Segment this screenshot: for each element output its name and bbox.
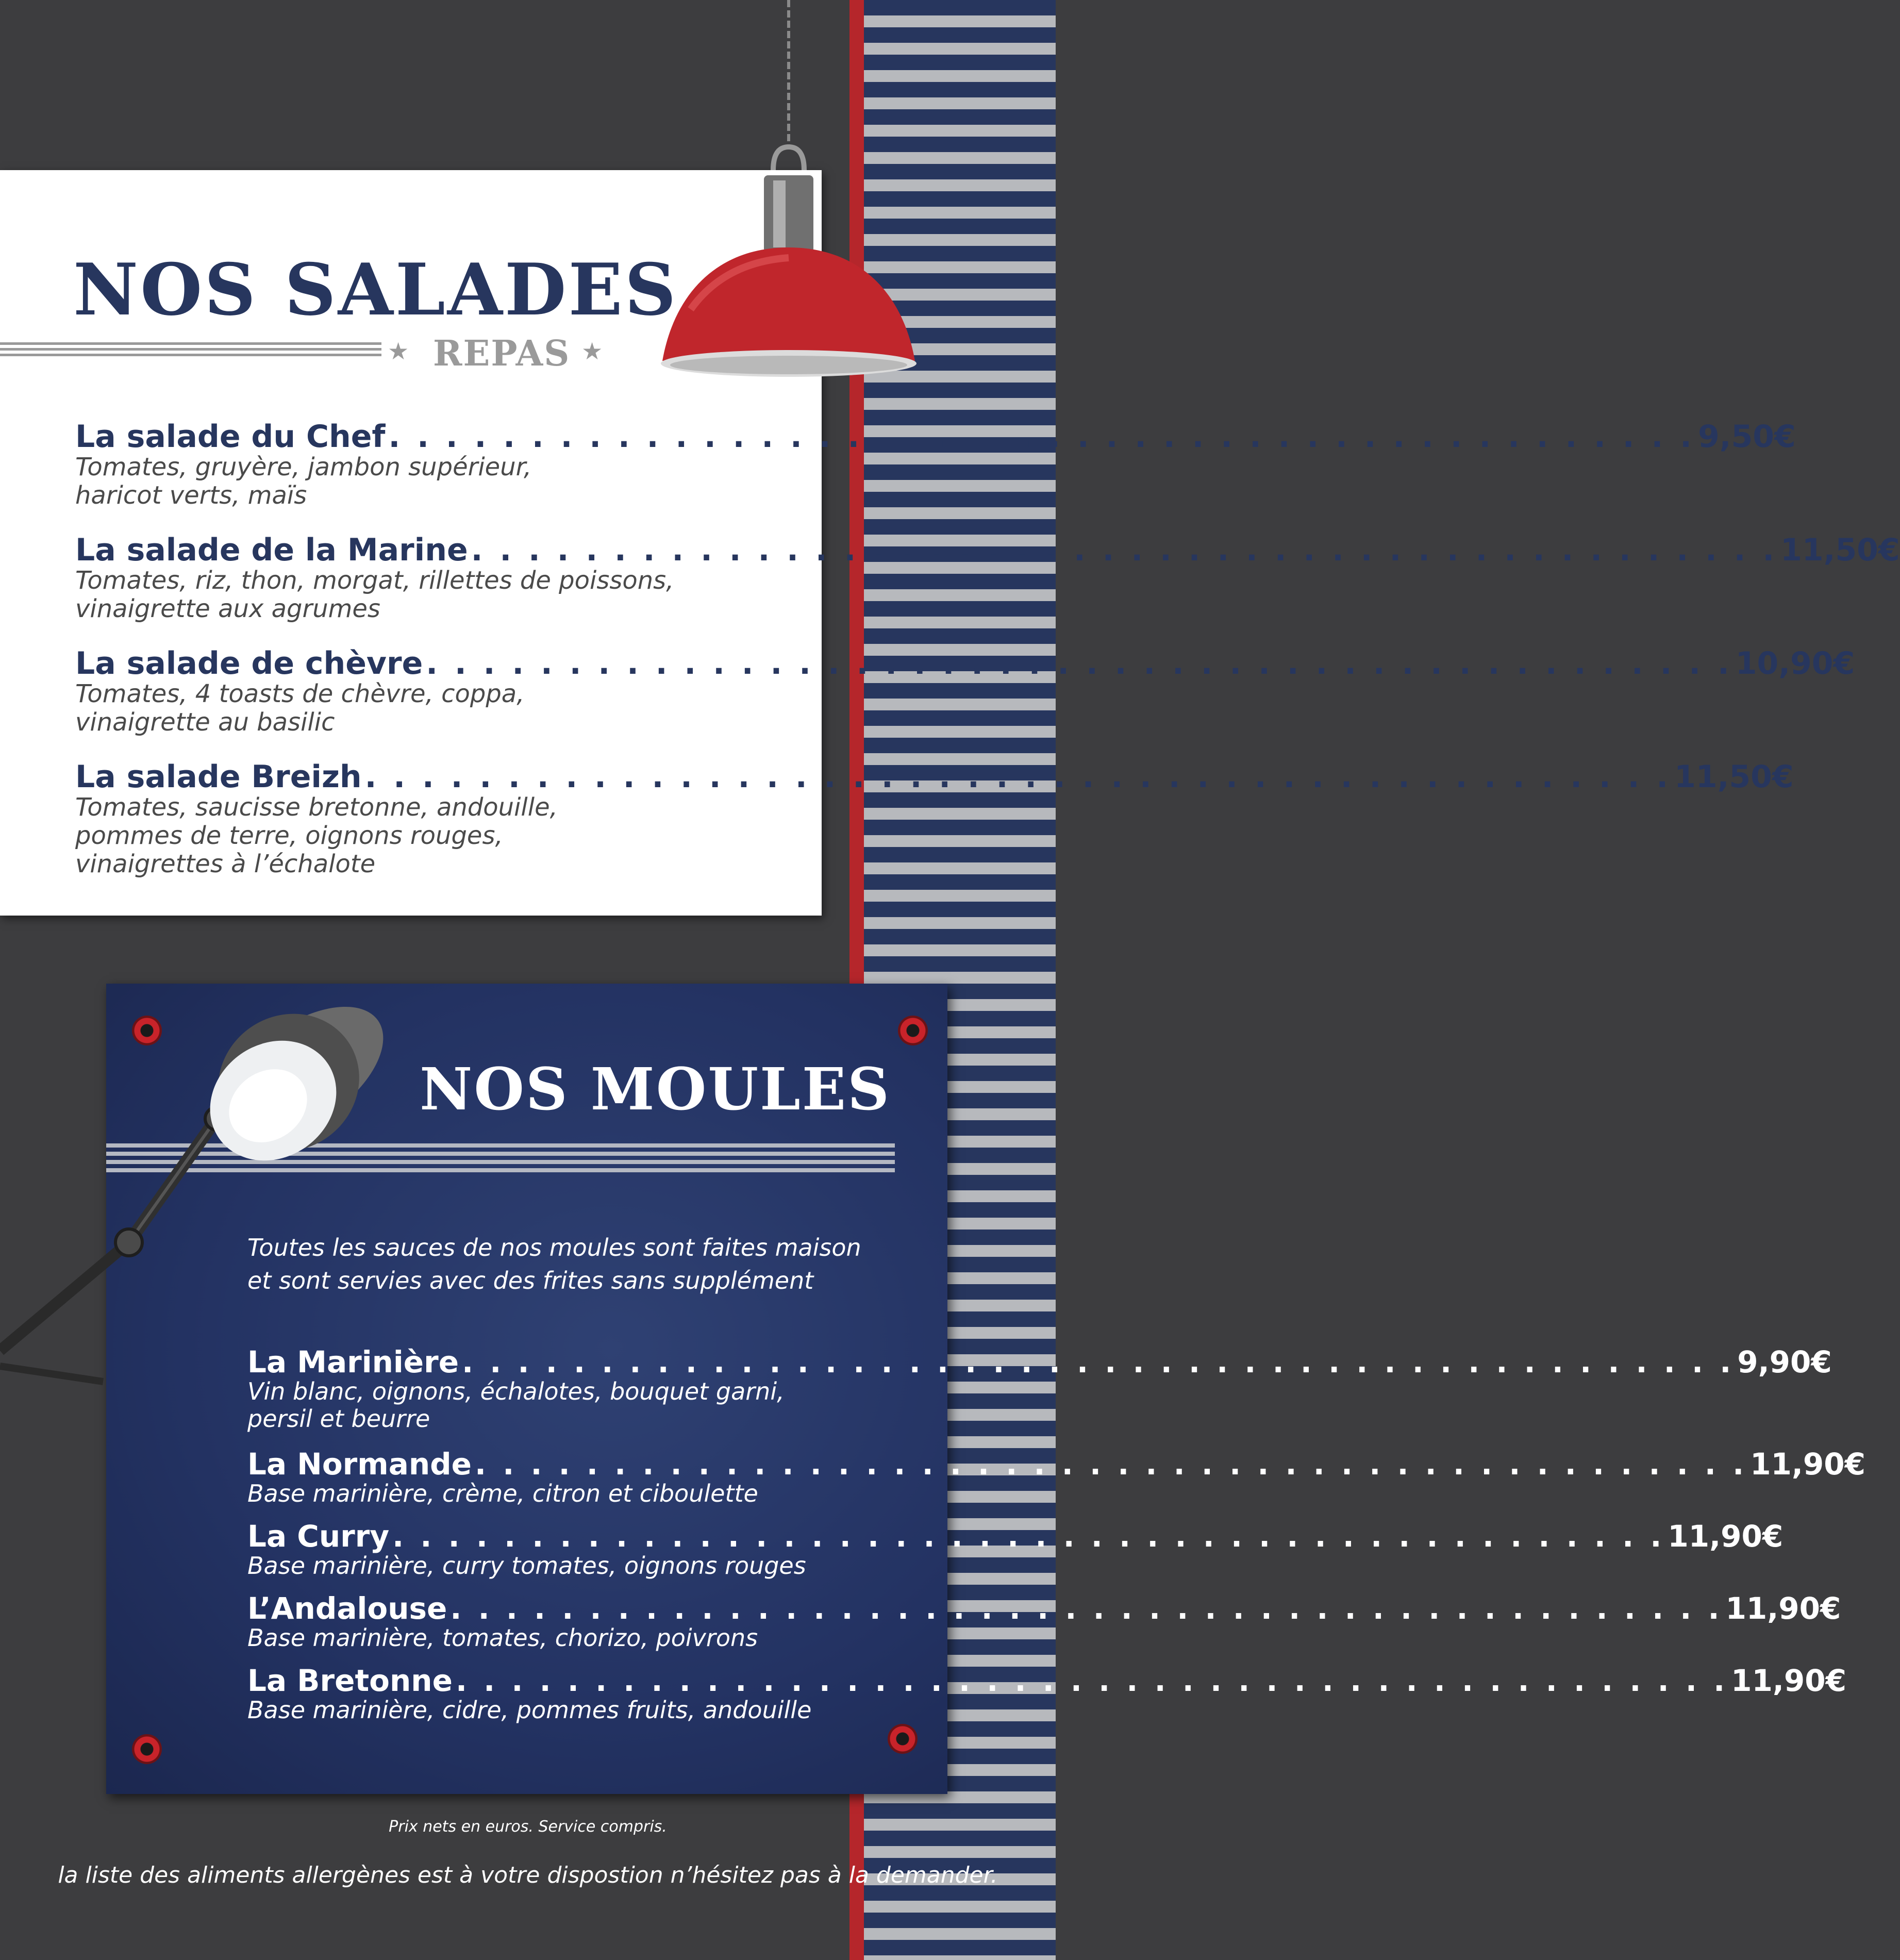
red-pendant-lamp-icon [619, 0, 959, 392]
item-price: 9,90€ [1737, 1344, 1832, 1380]
moules-intro: Toutes les sauces de nos moules sont faites maison et sont servies avec des frites sans supplément [247, 1234, 861, 1295]
leader-dots: . . . . . . . . . . . . . . . . . . . . . . . . . . . . . . . . . . . . . . . . . . . . . . [462, 1344, 1735, 1380]
moules-title: NOS MOULES [419, 1056, 891, 1123]
rivet-icon [888, 1724, 918, 1754]
item-price: 10,90€ [1735, 645, 1855, 682]
menu-item [75, 532, 1900, 624]
leader-dots: . . . . . . . . . . . . . . . . . . . . . . . . . . . . . . . . . . . . . . . . . . . . . . [426, 645, 1732, 682]
leader-dots: . . . . . . . . . . . . . . . . . . . . . . . . . . . . . . . . . . . . . . . . . . . . . . [450, 1591, 1723, 1626]
item-price: 11,90€ [1725, 1591, 1841, 1626]
leader-dots: . . . . . . . . . . . . . . . . . . . . . . . . . . . . . . . . . . . . . . . . . . . . . . [471, 532, 1778, 568]
leader-dots: . . . . . . . . . . . . . . . . . . . . . . . . . . . . . . . . . . . . . . . . . . . . . . [475, 1447, 1747, 1482]
menu-item [247, 1663, 1846, 1724]
item-price: 11,90€ [1750, 1447, 1866, 1482]
item-name: La Normande [247, 1447, 472, 1482]
item-name: La salade du Chef [75, 419, 386, 455]
menu-item [75, 645, 1855, 737]
item-name: La Marinière [247, 1344, 459, 1380]
menu-item [247, 1591, 1841, 1652]
item-description: Base marinière, crème, citron et ciboulette [247, 1479, 758, 1507]
rivet-icon [132, 1734, 162, 1764]
item-description: Tomates, saucisse bretonne, andouille, pommes de terre, oignons rouges, vinaigrettes à l’échalote [75, 793, 558, 879]
leader-dots: . . . . . . . . . . . . . . . . . . . . . . . . . . . . . . . . . . . . . . . . . . . . . . [364, 759, 1672, 795]
item-price: 11,90€ [1668, 1519, 1784, 1554]
allergen-note: la liste des aliments allergènes est à votre dispostion n’hésitez pas à la demander. [58, 1862, 998, 1888]
menu-item [75, 759, 1794, 879]
salades-title: NOS SALADES [73, 247, 678, 331]
menu-item [247, 1447, 1866, 1507]
decorative-lines [0, 342, 381, 359]
item-name: L’Andalouse [247, 1591, 447, 1626]
leader-dots: . . . . . . . . . . . . . . . . . . . . . . . . . . . . . . . . . . . . . . . . . . . . . . [392, 1519, 1665, 1554]
item-description: Tomates, gruyère, jambon supérieur, haricot verts, maïs [75, 453, 532, 510]
item-name: La salade Breizh [75, 759, 362, 795]
leader-dots: . . . . . . . . . . . . . . . . . . . . . . . . . . . . . . . . . . . . . . . . . . . . . . [388, 419, 1695, 455]
prices-note: Prix nets en euros. Service compris. [389, 1818, 667, 1836]
item-description: Base marinière, cidre, pommes fruits, andouille [247, 1696, 812, 1724]
item-description: Tomates, 4 toasts de chèvre, coppa, vinaigrette au basilic [75, 679, 525, 737]
item-name: La Curry [247, 1519, 390, 1554]
item-description: Vin blanc, oignons, échalotes, bouquet garni, persil et beurre [247, 1377, 785, 1433]
repas-subtitle: REPAS [433, 333, 571, 374]
repas-subtitle-row [0, 333, 619, 374]
item-description: Tomates, riz, thon, morgat, rillettes de poissons, vinaigrette aux agrumes [75, 566, 674, 624]
rivet-icon [898, 1016, 928, 1045]
item-description: Base marinière, tomates, chorizo, poivrons [247, 1623, 758, 1652]
item-price: 11,90€ [1731, 1663, 1846, 1698]
item-name: La salade de la Marine [75, 532, 468, 568]
menu-item [75, 419, 1796, 510]
item-name: La salade de chèvre [75, 645, 423, 682]
leader-dots: . . . . . . . . . . . . . . . . . . . . . . . . . . . . . . . . . . . . . . . . . . . . . . [455, 1663, 1728, 1698]
articulated-desk-lamp-icon [0, 969, 464, 1433]
item-price: 11,50€ [1780, 532, 1900, 568]
star-icon: ★ [581, 337, 603, 365]
star-icon: ★ [388, 337, 409, 365]
item-price: 9,50€ [1697, 419, 1796, 455]
item-description: Base marinière, curry tomates, oignons rouges [247, 1551, 806, 1580]
item-name: La Bretonne [247, 1663, 453, 1698]
menu-item [247, 1519, 1784, 1580]
item-price: 11,50€ [1674, 759, 1794, 795]
